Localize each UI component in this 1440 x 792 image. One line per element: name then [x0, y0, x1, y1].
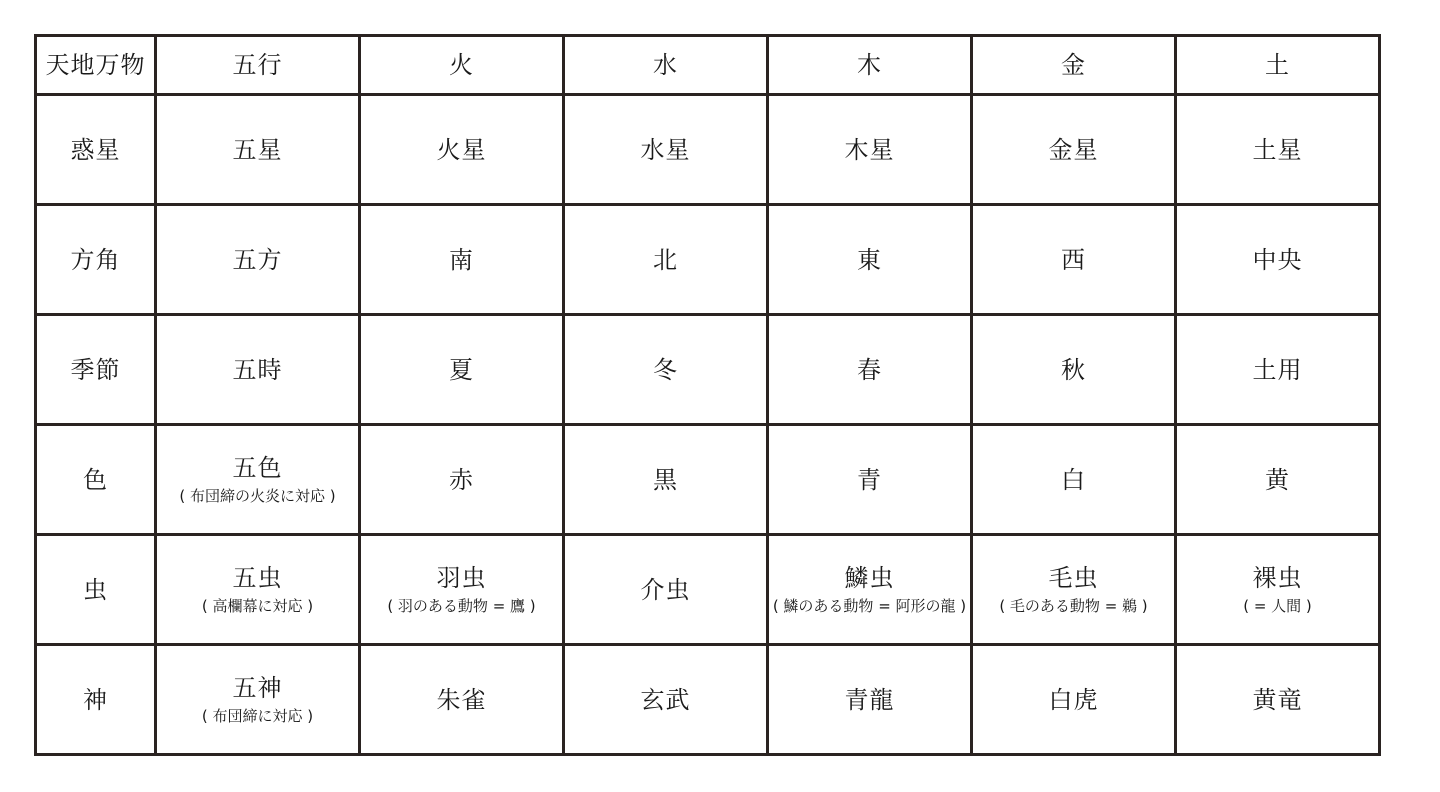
cell-text: 黒 — [653, 465, 678, 494]
row-label: 惑星 — [70, 135, 121, 164]
row-label-cell — [36, 535, 156, 645]
table-cell — [360, 95, 564, 205]
header-row — [36, 36, 1380, 95]
table-cell — [1176, 645, 1380, 755]
cell-text: 介虫 — [640, 575, 691, 604]
table-row-creatures — [36, 535, 1380, 645]
cell-text: 秋 — [1061, 355, 1086, 384]
table-row-directions — [36, 205, 1380, 315]
table-cell — [156, 425, 360, 535]
row-label: 虫 — [83, 575, 108, 604]
cell-note: ( 羽のある動物 = 鷹 ) — [387, 597, 536, 615]
cell-text: 冬 — [653, 355, 678, 384]
cell-text: 鱗虫 — [844, 564, 895, 592]
table-cell — [564, 95, 768, 205]
table-cell — [768, 645, 972, 755]
header-text: 火 — [449, 51, 474, 79]
cell-note: ( 毛のある動物 = 鵜 ) — [999, 597, 1148, 615]
cell-text: 五星 — [232, 135, 283, 164]
cell-text: 火星 — [436, 135, 487, 164]
table-cell — [1176, 535, 1380, 645]
row-label: 色 — [83, 465, 108, 494]
table-cell — [972, 95, 1176, 205]
table-cell — [564, 205, 768, 315]
cell-text: 五方 — [232, 245, 283, 274]
table-cell — [972, 315, 1176, 425]
header-text: 水 — [653, 51, 678, 79]
cell-text: 木星 — [844, 135, 895, 164]
five-elements-table — [34, 34, 1381, 756]
table-cell — [768, 535, 972, 645]
cell-text: 青 — [857, 465, 882, 494]
cell-text: 水星 — [640, 135, 691, 164]
table-cell — [768, 95, 972, 205]
table-cell — [156, 205, 360, 315]
table-cell — [156, 315, 360, 425]
header-text: 木 — [857, 51, 882, 79]
table-cell — [360, 315, 564, 425]
table-cell — [156, 645, 360, 755]
table-cell — [156, 95, 360, 205]
table-cell — [564, 425, 768, 535]
table-cell — [1176, 95, 1380, 205]
header-cell-metal — [972, 36, 1176, 95]
cell-text: 朱雀 — [436, 685, 487, 714]
cell-note: ( = 人間 ) — [1243, 597, 1312, 615]
cell-text: 東 — [857, 245, 882, 274]
cell-text: 羽虫 — [436, 564, 487, 592]
cell-text: 中央 — [1252, 245, 1303, 274]
table-cell — [768, 425, 972, 535]
cell-text: 五時 — [232, 355, 283, 384]
row-label-cell — [36, 425, 156, 535]
row-label-cell — [36, 315, 156, 425]
header-text: 五行 — [232, 51, 283, 79]
header-cell-earth — [1176, 36, 1380, 95]
row-label-cell — [36, 95, 156, 205]
table-row-colors — [36, 425, 1380, 535]
cell-text: 五神 — [232, 674, 283, 702]
header-cell-fire — [360, 36, 564, 95]
table-cell — [768, 315, 972, 425]
row-label-cell — [36, 645, 156, 755]
table-cell — [360, 205, 564, 315]
table-cell — [564, 535, 768, 645]
table-cell — [1176, 425, 1380, 535]
cell-note: ( 高欄幕に対応 ) — [201, 597, 314, 615]
cell-text: 南 — [449, 245, 474, 274]
cell-text: 玄武 — [640, 685, 691, 714]
table-cell — [360, 645, 564, 755]
cell-note: ( 鱗のある動物 = 阿形の龍 ) — [772, 597, 967, 615]
table-cell — [972, 425, 1176, 535]
table-cell — [156, 535, 360, 645]
header-cell-water — [564, 36, 768, 95]
table-cell — [972, 645, 1176, 755]
table-cell — [360, 535, 564, 645]
cell-text: 春 — [857, 355, 882, 384]
table-cell — [564, 315, 768, 425]
table-row-deities — [36, 645, 1380, 755]
cell-text: 青龍 — [844, 685, 895, 714]
header-text: 金 — [1061, 51, 1086, 79]
row-label: 方角 — [70, 245, 121, 274]
cell-text: 土用 — [1252, 355, 1303, 384]
cell-note: ( 布団締に対応 ) — [201, 707, 314, 725]
cell-text: 金星 — [1048, 135, 1099, 164]
cell-text: 五虫 — [232, 564, 283, 592]
header-text: 天地万物 — [45, 51, 146, 79]
table-cell — [1176, 205, 1380, 315]
cell-text: 裸虫 — [1252, 564, 1303, 592]
cell-text: 夏 — [449, 355, 474, 384]
table-cell — [768, 205, 972, 315]
cell-text: 黄 — [1265, 465, 1290, 494]
header-cell-tenchi-banbutsu — [36, 36, 156, 95]
table-cell — [972, 535, 1176, 645]
cell-text: 五色 — [232, 454, 283, 482]
cell-note: ( 布団締の火炎に対応 ) — [179, 487, 336, 505]
cell-text: 白虎 — [1048, 685, 1099, 714]
row-label: 季節 — [70, 355, 121, 384]
table-cell — [360, 425, 564, 535]
row-label: 神 — [83, 685, 108, 714]
header-text: 土 — [1265, 51, 1290, 79]
table-row-seasons — [36, 315, 1380, 425]
cell-text: 土星 — [1252, 135, 1303, 164]
table-row-planets — [36, 95, 1380, 205]
header-cell-gogyo — [156, 36, 360, 95]
header-cell-wood — [768, 36, 972, 95]
table-cell — [564, 645, 768, 755]
row-label-cell — [36, 205, 156, 315]
cell-text: 黄竜 — [1252, 685, 1303, 714]
cell-text: 毛虫 — [1048, 564, 1099, 592]
cell-text: 北 — [653, 245, 678, 274]
cell-text: 赤 — [449, 465, 474, 494]
table-cell — [1176, 315, 1380, 425]
cell-text: 白 — [1061, 465, 1086, 494]
cell-text: 西 — [1061, 245, 1086, 274]
table-cell — [972, 205, 1176, 315]
